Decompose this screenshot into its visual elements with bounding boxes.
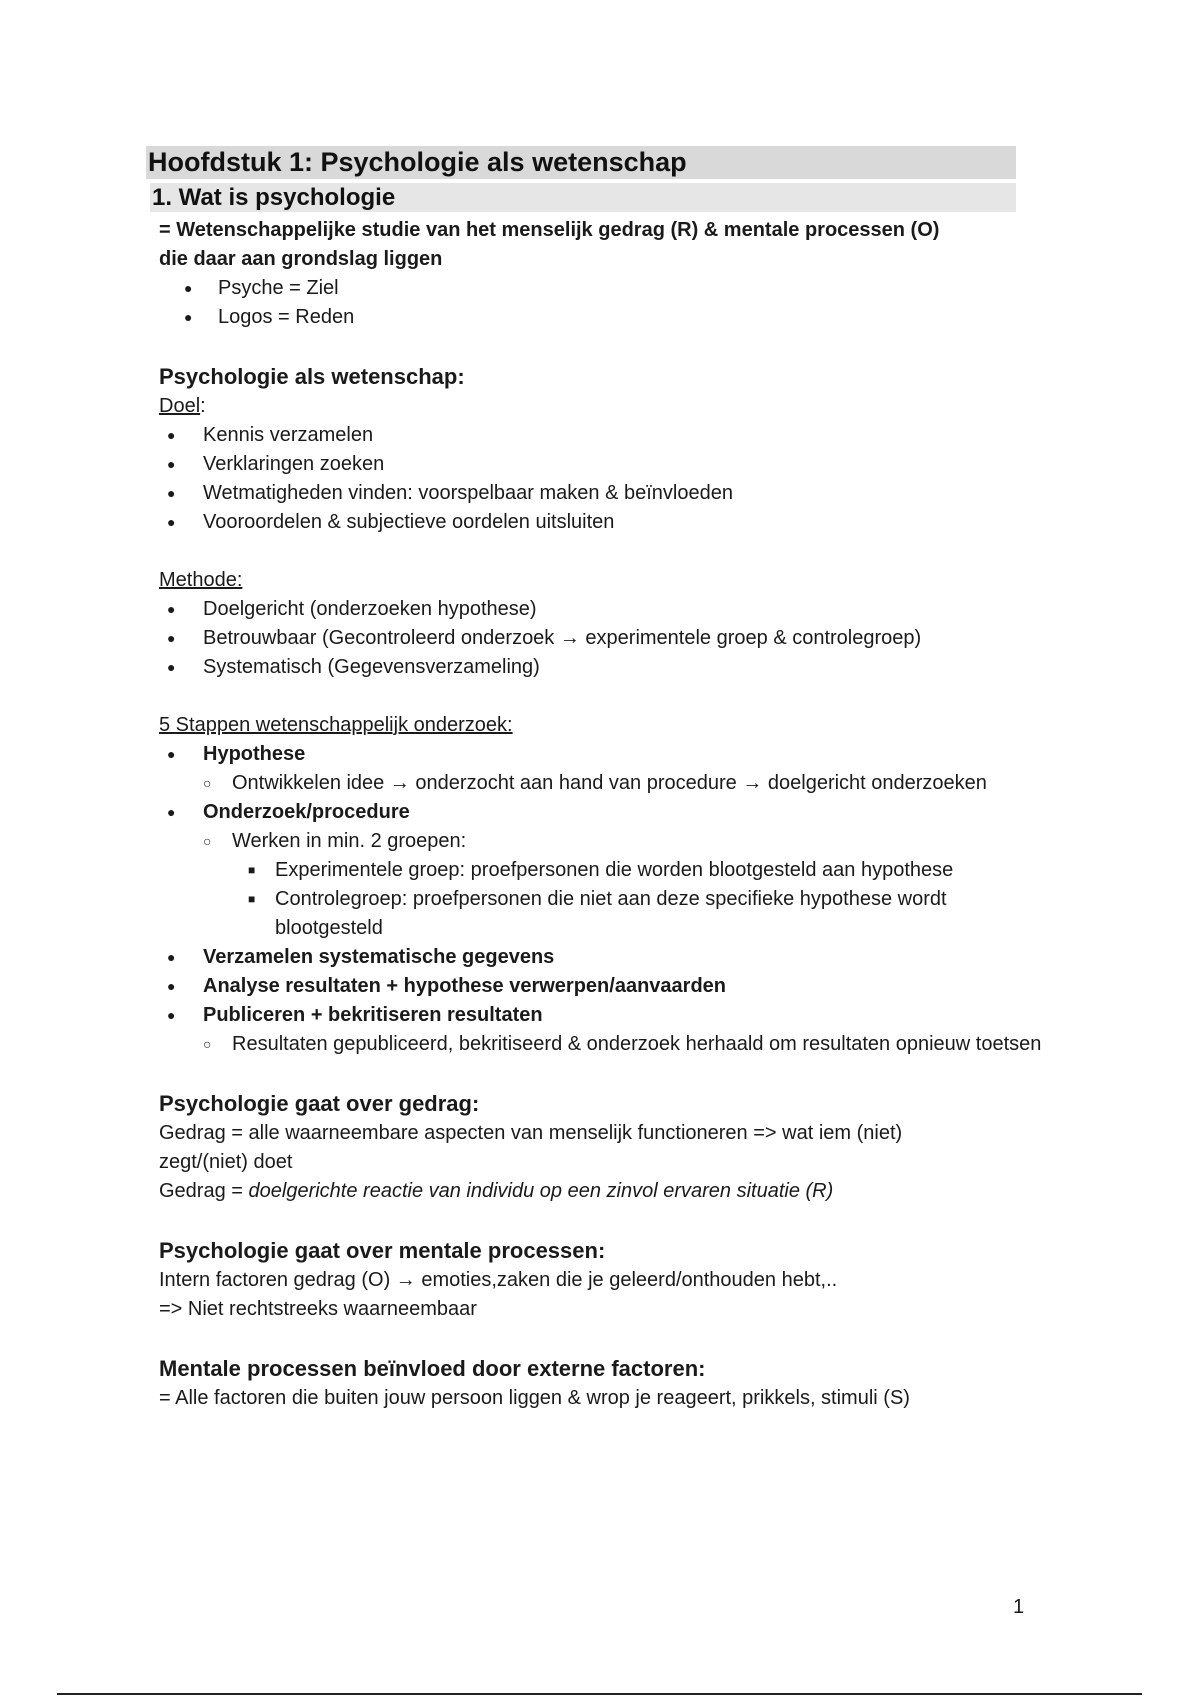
document-body: [159, 216, 1059, 1413]
mental-line-2: => Niet rechtstreeks waarneembaar: [159, 1298, 477, 1320]
list-item: ○ Ontwikkelen idee → onderzocht aan hand van procedure → doelgericht onderzoeken: [203, 769, 1059, 798]
group-list: [232, 856, 1059, 943]
step-item: ● Analyse resultaten + hypothese verwerpen/aanvaarden: [159, 972, 1059, 1001]
mental-heading: Psychologie gaat over mentale processen:: [159, 1238, 606, 1263]
chapter-title: Hoofdstuk 1: Psychologie als wetenschap: [146, 146, 1016, 179]
step-sublist: [203, 1030, 1059, 1059]
step-item: [159, 740, 1059, 798]
step-sublist: [203, 769, 1059, 798]
list-item: ● Verklaringen zoeken: [159, 450, 1059, 479]
definition-line-1: = Wetenschappelijke studie van het menselijk gedrag (R) & mentale processen (O): [159, 219, 940, 241]
external-line-1: = Alle factoren die buiten jouw persoon liggen & wrop je reageert, prikkels, stimuli (S): [159, 1387, 910, 1409]
behavior-line-3-prefix: Gedrag =: [159, 1180, 249, 1202]
goal-label: [159, 392, 1059, 421]
list-item: ● Systematisch (Gegevensverzameling): [159, 653, 1059, 682]
list-item: ○ Resultaten gepubliceerd, bekritiseerd & onderzoek herhaald om resultaten opnieuw toetsen: [203, 1030, 1059, 1059]
page-number: 1: [1013, 1596, 1025, 1618]
external-heading: Mentale processen beïnvloed door externe factoren:: [159, 1356, 706, 1381]
goal-label-text: Doel: [159, 395, 201, 417]
behavior-line-3: [159, 1177, 1059, 1206]
list-item-text: Werken in min. 2 groepen:: [232, 830, 467, 852]
list-item: ● Logos = Reden: [159, 303, 1059, 332]
science-heading: Psychologie als wetenschap:: [159, 364, 465, 389]
behavior-heading: Psychologie gaat over gedrag:: [159, 1091, 480, 1116]
list-item: ■ Experimentele groep: proefpersonen die worden blootgesteld aan hypothese: [232, 856, 1059, 885]
step-title: Hypothese: [203, 743, 306, 765]
list-item: ● Kennis verzamelen: [159, 421, 1059, 450]
definition-line-2: die daar aan grondslag liggen: [159, 248, 443, 270]
steps-label: 5 Stappen wetenschappelijk onderzoek:: [159, 714, 513, 736]
method-list: [159, 595, 1059, 682]
goal-label-colon: :: [200, 395, 206, 417]
list-item: ● Betrouwbaar (Gecontroleerd onderzoek → experimentele groep & controlegroep): [159, 624, 1059, 653]
footer-divider: [57, 1693, 1142, 1695]
goal-list: [159, 421, 1059, 537]
step-item: [159, 798, 1059, 943]
step-item: [159, 1001, 1059, 1059]
list-item: ● Vooroordelen & subjectieve oordelen uitsluiten: [159, 508, 1059, 537]
definition-list: [159, 274, 1059, 332]
step-sublist: [203, 827, 1059, 943]
method-label: Methode:: [159, 569, 243, 591]
behavior-definition: doelgerichte reactie van individu op een zinvol ervaren situatie (R): [248, 1180, 834, 1202]
steps-list: [159, 740, 1059, 1059]
list-item: ■ Controlegroep: proefpersonen die niet aan deze specifieke hypothese wordt blootgesteld: [232, 885, 1059, 943]
mental-line-1: Intern factoren gedrag (O) → emoties,zaken die je geleerd/onthouden hebt,..: [159, 1269, 838, 1291]
behavior-line-2: zegt/(niet) doet: [159, 1151, 293, 1173]
step-title: Publiceren + bekritiseren resultaten: [203, 1004, 543, 1026]
behavior-line-1: Gedrag = alle waarneembare aspecten van menselijk functioneren => wat iem (niet): [159, 1122, 903, 1144]
list-item: [203, 827, 1059, 943]
list-item: ● Psyche = Ziel: [159, 274, 1059, 303]
list-item: ● Wetmatigheden vinden: voorspelbaar maken & beïnvloeden: [159, 479, 1059, 508]
step-title: Onderzoek/procedure: [203, 801, 410, 823]
section-title: 1. Wat is psychologie: [150, 183, 1016, 212]
list-item: ● Doelgericht (onderzoeken hypothese): [159, 595, 1059, 624]
step-item: ● Verzamelen systematische gegevens: [159, 943, 1059, 972]
